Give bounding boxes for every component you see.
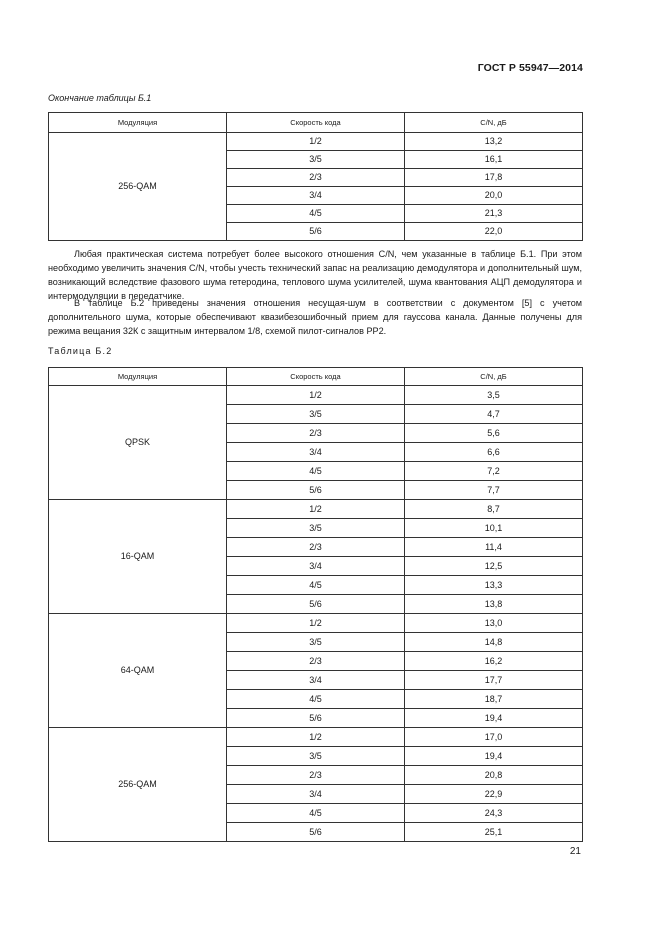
col-header-code-rate: Скорость кода bbox=[227, 368, 405, 386]
table2-caption: Таблица Б.2 bbox=[48, 346, 113, 356]
table2-header-row bbox=[49, 368, 583, 386]
col-header-modulation: Модуляция bbox=[49, 113, 227, 133]
cn-value-cell: 16,1 bbox=[405, 151, 583, 169]
paragraph-1: Любая практическая система потребует более высокого отношения C/N, чем указанные в таблице Б.1. При этом необходимо увеличить значения C/N, чтобы учесть технический запас на реализацию демодулятора и дополнительный шум, возникающий вследствие фазового шума гетеродина, теплового шума усилителей, шума квантования АЦП демодулятора и интермодуляции в передатчике. bbox=[48, 249, 582, 301]
cn-value-cell: 19,4 bbox=[405, 709, 583, 728]
cn-value-cell: 16,2 bbox=[405, 652, 583, 671]
code-rate-cell: 4/5 bbox=[227, 804, 405, 823]
code-rate-cell: 5/6 bbox=[227, 709, 405, 728]
modulation-cell: 16-QAM bbox=[49, 500, 227, 614]
cn-value-cell: 20,8 bbox=[405, 766, 583, 785]
paragraph-2: В таблице Б.2 приведены значения отношения несущая-шум в соответствии с документом [5] с учетом дополнительного шума, которые обеспечивают квазибезошибочный прием для гауссова канала. Данные получены для режима вещания 32К с защитным интервалом 1/8, схемой пилот-сигналов РР2. bbox=[48, 298, 582, 336]
modulation-cell: 256-QAM bbox=[49, 728, 227, 842]
cn-value-cell: 5,6 bbox=[405, 424, 583, 443]
table1-caption: Окончание таблицы Б.1 bbox=[48, 93, 152, 103]
table-row bbox=[49, 500, 583, 519]
code-rate-cell: 3/4 bbox=[227, 443, 405, 462]
cn-value-cell: 21,3 bbox=[405, 205, 583, 223]
code-rate-cell: 2/3 bbox=[227, 538, 405, 557]
code-rate-cell: 3/5 bbox=[227, 519, 405, 538]
code-rate-cell: 4/5 bbox=[227, 576, 405, 595]
cn-value-cell: 7,7 bbox=[405, 481, 583, 500]
code-rate-cell: 3/4 bbox=[227, 557, 405, 576]
code-rate-cell: 3/5 bbox=[227, 151, 405, 169]
cn-value-cell: 13,3 bbox=[405, 576, 583, 595]
code-rate-cell: 3/5 bbox=[227, 405, 405, 424]
code-rate-cell: 1/2 bbox=[227, 614, 405, 633]
cn-value-cell: 6,6 bbox=[405, 443, 583, 462]
page-number: 21 bbox=[569, 846, 581, 857]
code-rate-cell: 3/4 bbox=[227, 785, 405, 804]
modulation-cell: QPSK bbox=[49, 386, 227, 500]
code-rate-cell: 5/6 bbox=[227, 595, 405, 614]
code-rate-cell: 5/6 bbox=[227, 223, 405, 241]
cn-value-cell: 3,5 bbox=[405, 386, 583, 405]
col-header-cn: C/N, дБ bbox=[405, 113, 583, 133]
code-rate-cell: 1/2 bbox=[227, 728, 405, 747]
table-row bbox=[49, 386, 583, 405]
cn-value-cell: 13,8 bbox=[405, 595, 583, 614]
cn-value-cell: 10,1 bbox=[405, 519, 583, 538]
code-rate-cell: 2/3 bbox=[227, 424, 405, 443]
cn-value-cell: 4,7 bbox=[405, 405, 583, 424]
table-row bbox=[49, 614, 583, 633]
table2 bbox=[48, 367, 583, 842]
col-header-modulation: Модуляция bbox=[49, 368, 227, 386]
cn-value-cell: 25,1 bbox=[405, 823, 583, 842]
cn-value-cell: 12,5 bbox=[405, 557, 583, 576]
standard-number: ГОСТ Р 55947—2014 bbox=[477, 62, 583, 74]
cn-value-cell: 14,8 bbox=[405, 633, 583, 652]
code-rate-cell: 4/5 bbox=[227, 690, 405, 709]
cn-value-cell: 7,2 bbox=[405, 462, 583, 481]
modulation-cell: 256-QAM bbox=[49, 133, 227, 241]
table-row bbox=[49, 728, 583, 747]
cn-value-cell: 13,2 bbox=[405, 133, 583, 151]
code-rate-cell: 1/2 bbox=[227, 386, 405, 405]
col-header-code-rate: Скорость кода bbox=[227, 113, 405, 133]
cn-value-cell: 22,0 bbox=[405, 223, 583, 241]
table1-header-row bbox=[49, 113, 583, 133]
code-rate-cell: 3/5 bbox=[227, 747, 405, 766]
code-rate-cell: 5/6 bbox=[227, 481, 405, 500]
col-header-cn: C/N, дБ bbox=[405, 368, 583, 386]
cn-value-cell: 13,0 bbox=[405, 614, 583, 633]
modulation-cell: 64-QAM bbox=[49, 614, 227, 728]
cn-value-cell: 24,3 bbox=[405, 804, 583, 823]
code-rate-cell: 1/2 bbox=[227, 133, 405, 151]
cn-value-cell: 22,9 bbox=[405, 785, 583, 804]
cn-value-cell: 18,7 bbox=[405, 690, 583, 709]
code-rate-cell: 1/2 bbox=[227, 500, 405, 519]
table1 bbox=[48, 112, 583, 241]
code-rate-cell: 4/5 bbox=[227, 205, 405, 223]
code-rate-cell: 4/5 bbox=[227, 462, 405, 481]
code-rate-cell: 2/3 bbox=[227, 766, 405, 785]
cn-value-cell: 19,4 bbox=[405, 747, 583, 766]
code-rate-cell: 3/4 bbox=[227, 187, 405, 205]
cn-value-cell: 11,4 bbox=[405, 538, 583, 557]
code-rate-cell: 2/3 bbox=[227, 169, 405, 187]
cn-value-cell: 17,7 bbox=[405, 671, 583, 690]
cn-value-cell: 17,8 bbox=[405, 169, 583, 187]
code-rate-cell: 3/5 bbox=[227, 633, 405, 652]
code-rate-cell: 2/3 bbox=[227, 652, 405, 671]
table-row bbox=[49, 133, 583, 151]
code-rate-cell: 3/4 bbox=[227, 671, 405, 690]
cn-value-cell: 8,7 bbox=[405, 500, 583, 519]
cn-value-cell: 17,0 bbox=[405, 728, 583, 747]
code-rate-cell: 5/6 bbox=[227, 823, 405, 842]
cn-value-cell: 20,0 bbox=[405, 187, 583, 205]
